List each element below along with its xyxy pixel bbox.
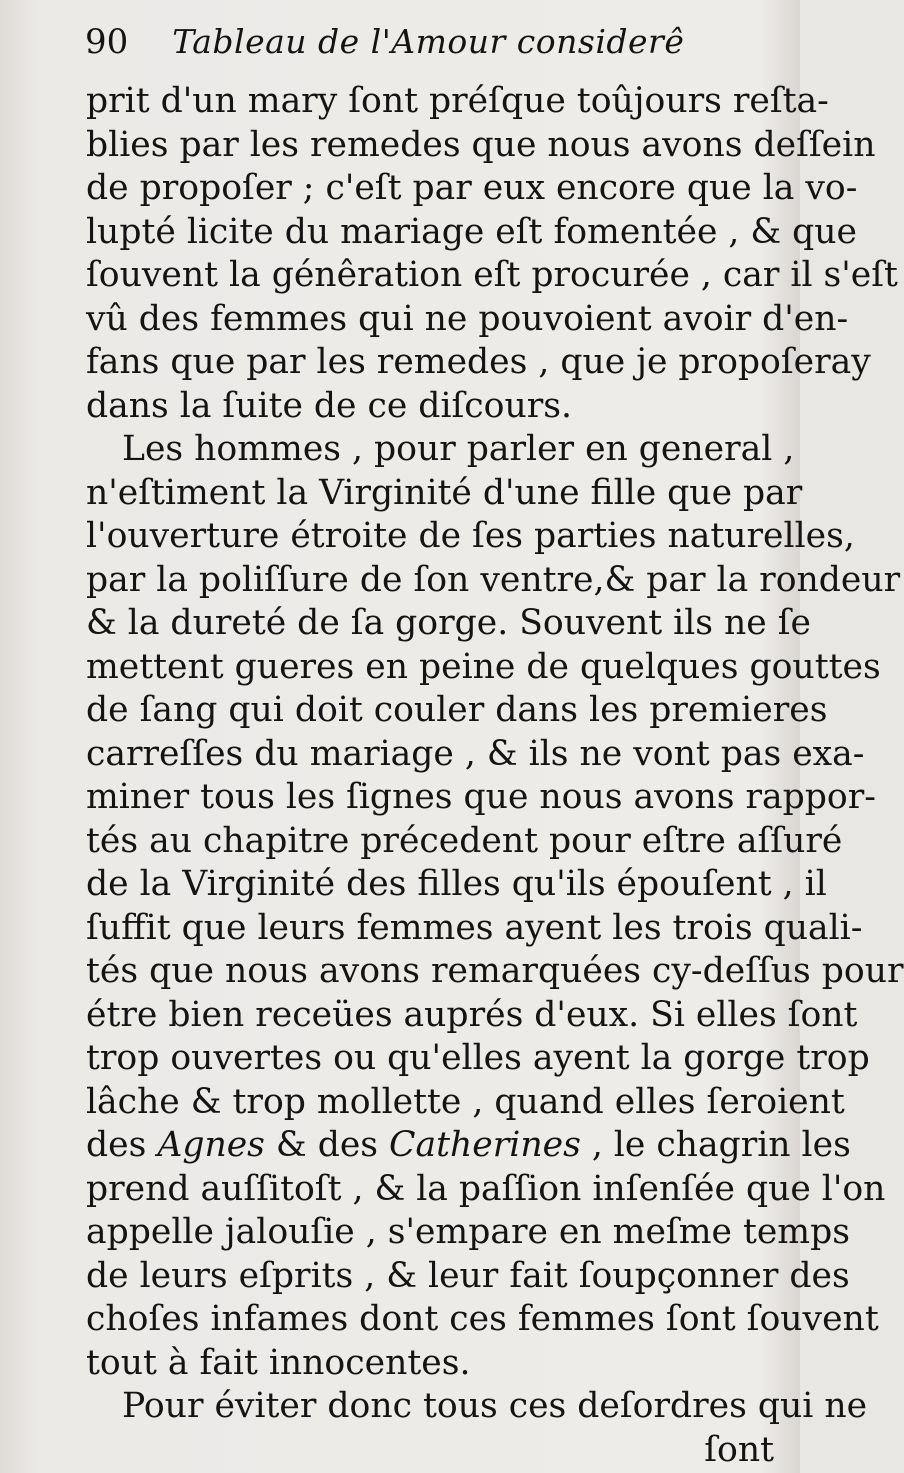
text-line: appelle jalouſie , s'empare en meſme temps: [86, 1212, 850, 1252]
catchword: ſont: [704, 1429, 774, 1470]
text-line: tés au chapitre précedent pour eſtre aſſuré: [86, 820, 843, 861]
text-line: par la poliſſure de ſon ventre,& par la rondeur: [86, 559, 901, 600]
text-line: de ſang qui doit couler dans les premieres: [86, 690, 828, 730]
page-number: 90: [85, 22, 129, 62]
text-line-with-names: des Agnes & des Catherines , le chagrin les: [86, 1125, 851, 1165]
text-line: blies par les remedes que nous avons deſſein: [86, 124, 876, 165]
text-line: ſouvent la génêration eſt procurée , car il s'eſt: [86, 255, 898, 295]
text-line: tés que nous avons remarquées cy-deſſus pour: [86, 951, 904, 991]
body-text: [86, 80, 904, 1472]
paragraph-1: [86, 80, 898, 428]
italic-proper-name: Agnes: [157, 1125, 265, 1165]
text-line: & la dureté de ſa gorge. Souvent ils ne ſe: [86, 603, 812, 643]
text-line: n'eſtiment la Virginité d'une fille que par: [86, 472, 803, 513]
text-line: fans que par les remedes , que je propoſeray: [86, 342, 871, 382]
text-line: Les hommes , pour parler en general ,: [122, 429, 795, 469]
italic-proper-name: Catherines: [389, 1125, 581, 1165]
text-line: Pour éviter donc tous ces deſordres qui ne: [122, 1386, 868, 1426]
paragraph-2: [86, 428, 904, 1385]
text-line: de leurs eſprits , & leur fait ſoupçonner des: [86, 1255, 850, 1296]
text-line: choſes infames dont ces femmes ſont ſouvent: [86, 1299, 879, 1339]
text-line: l'ouverture étroite de ſes parties naturelles,: [86, 516, 855, 556]
text-line: vû des femmes qui ne pouvoient avoir d'en-: [86, 298, 849, 339]
text-line: tout à fait innocentes.: [86, 1342, 471, 1383]
text-line: prit d'un mary ſont préſque toûjours reſta-: [86, 81, 829, 121]
text-line: étre bien receües auprés d'eux. Si elles ſont: [86, 994, 858, 1035]
page-header: [85, 22, 745, 76]
text-line: lâche & trop mollette , quand elles ſeroient: [86, 1081, 845, 1122]
running-title: Tableau de l'Amour considerê: [172, 22, 685, 61]
text-line: mettent gueres en peine de quelques gouttes: [86, 646, 881, 687]
text-line: lupté licite du mariage eſt fomentée , & que: [86, 211, 858, 252]
text-line: trop ouvertes ou qu'elles ayent la gorge trop: [86, 1038, 870, 1078]
text-line: carreſſes du mariage , & ils ne vont pas exa-: [86, 733, 865, 774]
text-line: ſuffit que leurs femmes ayent les trois quali-: [86, 907, 863, 948]
text-line: dans la ſuite de ce diſcours.: [86, 385, 573, 426]
text-line: de la Virginité des filles qu'ils épouſent , il: [86, 864, 827, 904]
paragraph-3: [86, 1385, 868, 1429]
text-line: prend auſſitoſt , & la paſſion inſenſée que l'on: [86, 1168, 886, 1209]
text-line: de propoſer ; c'eſt par eux encore que la vo-: [86, 168, 858, 208]
text-line: miner tous les ſignes que nous avons rappor-: [86, 777, 876, 817]
